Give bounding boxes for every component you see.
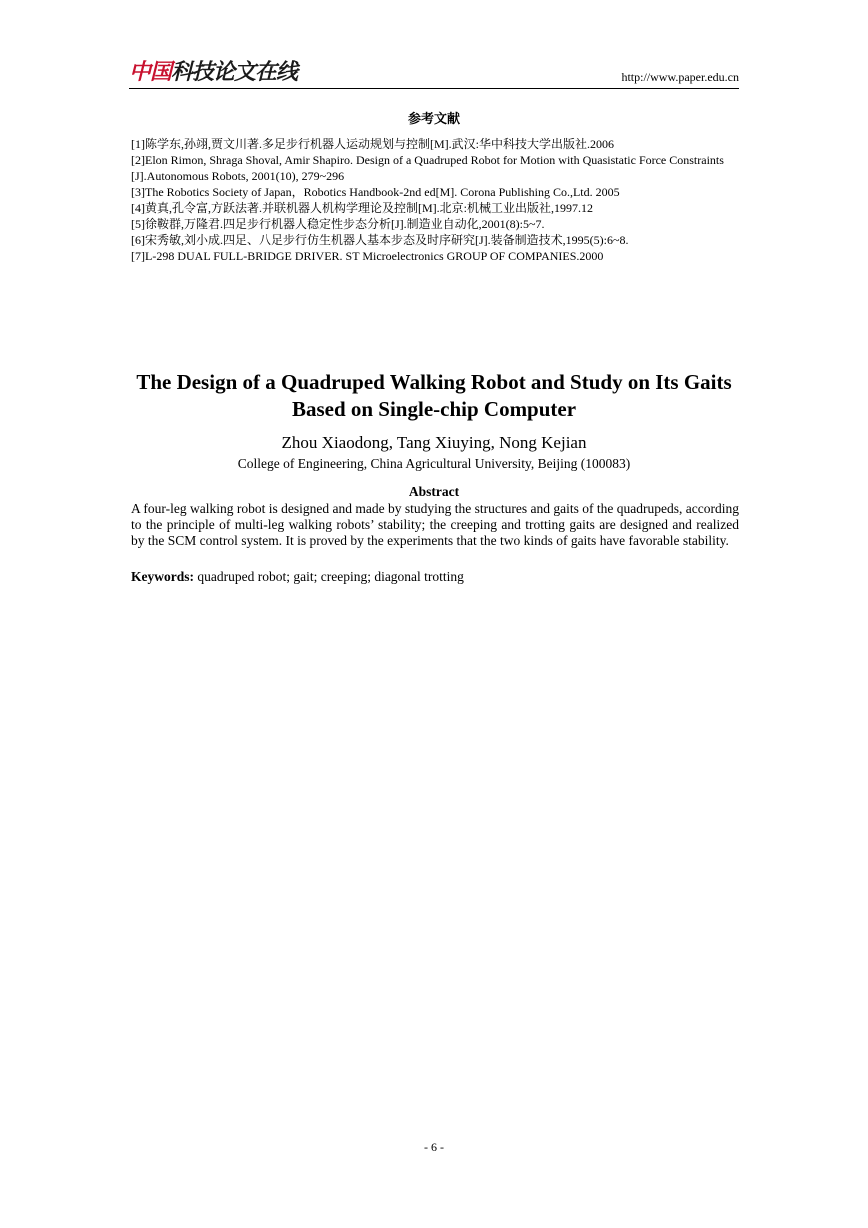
logo-black-text: 科技论文在线 [171, 60, 298, 85]
keywords-line [131, 569, 739, 585]
reference-item: [6]宋秀敏,刘小成.四足、八足步行仿生机器人基本步态及时序研究[J].装备制造技术,1995(5):6~8. [131, 233, 629, 247]
page-header [129, 60, 739, 89]
keywords-text: quadruped robot; gait; creeping; diagonal trotting [197, 569, 464, 584]
references-title: 参考文献 [407, 112, 460, 127]
header-url: http://www.paper.edu.cn [621, 70, 739, 84]
paper-affiliation: College of Engineering, China Agricultural University, Beijing (100083) [237, 456, 631, 471]
reference-item: [2]Elon Rimon, Shraga Shoval, Amir Shapiro. Design of a Quadruped Robot for Motion with Quasistatic Force Constraints [J].Autonomous Robots, 2001(10), 279~296 [131, 153, 724, 183]
paper-title: The Design of a Quadruped Walking Robot and Study on Its Gaits Based on Single-chip Computer [136, 370, 732, 421]
abstract-text: A four-leg walking robot is designed and made by studying the structures and gaits of the quadrupeds, according to the principle of multi-leg walking robots’ stability; the creeping and trotting gaits are designed and realized by the SCM control system. It is proved by the experiments that the two kinds of gaits have favorable stability. [131, 501, 739, 548]
logo-red-text: 中国 [129, 60, 172, 85]
reference-item: [1]陈学东,孙翊,贾文川著.多足步行机器人运动规划与控制[M].武汉:华中科技大学出版社.2006 [131, 137, 614, 151]
keywords-label: Keywords: [131, 569, 194, 584]
reference-item: [4]黄真,孔令富,方跃法著.并联机器人机构学理论及控制[M].北京:机械工业出版社,1997.12 [131, 201, 593, 215]
page-number: - 6 - [424, 1140, 444, 1154]
abstract-heading: Abstract [408, 484, 460, 499]
reference-item: [5]徐鞍群,万隆君.四足步行机器人稳定性步态分析[J].制造业自动化,2001(8):5~7. [131, 217, 545, 231]
site-logo [129, 60, 297, 86]
references-list [131, 136, 739, 264]
paper-authors: Zhou Xiaodong, Tang Xiuying, Nong Kejian [281, 433, 587, 452]
reference-item: [7]L-298 DUAL FULL-BRIDGE DRIVER. ST Microelectronics GROUP OF COMPANIES.2000 [131, 249, 604, 263]
reference-item: [3]The Robotics Society of Japan，Robotics Handbook-2nd ed[M]. Corona Publishing Co.,Ltd. 2005 [131, 185, 620, 199]
